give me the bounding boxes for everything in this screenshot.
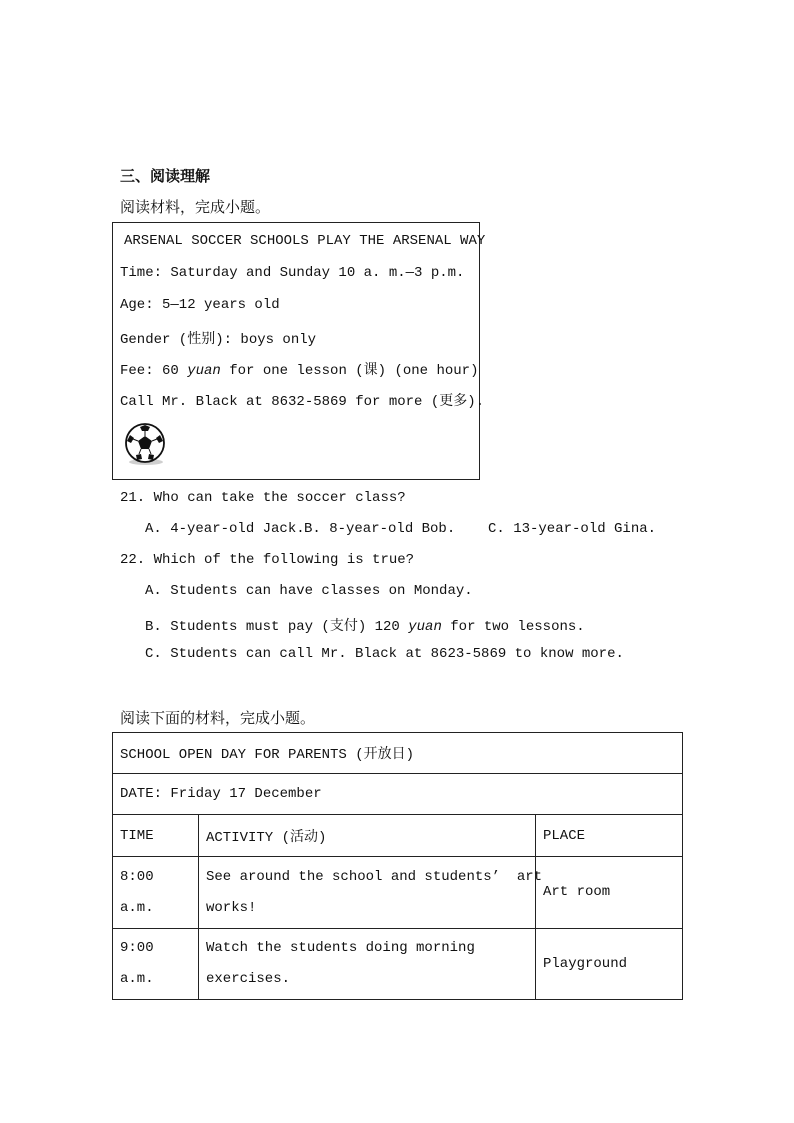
- question-22-option-a: A. Students can have classes on Monday.: [145, 583, 473, 599]
- notice-fee: [120, 359, 478, 379]
- question-21-option-a: A. 4-year-old Jack.: [145, 521, 305, 537]
- question-22-option-c: C. Students can call Mr. Black at 8623-5869 to know more.: [145, 646, 624, 662]
- table-row: [113, 857, 683, 929]
- activity-line-1: Watch the students doing morning: [206, 940, 475, 956]
- table-date: DATE: Friday 17 December: [113, 774, 683, 815]
- notice-age: Age: 5—12 years old: [120, 297, 280, 313]
- cell-place: Playground: [536, 929, 683, 1000]
- cell-time: 8:00 a.m.: [113, 857, 199, 929]
- activity-line-2: works!: [206, 899, 257, 916]
- cell-place: Art room: [536, 857, 683, 929]
- section-heading: 三、阅读理解: [120, 167, 211, 185]
- question-21-stem: 21. Who can take the soccer class?: [120, 490, 406, 506]
- passage1-instruction: 阅读材料，完成小题。: [120, 198, 271, 216]
- cell-activity: [199, 857, 543, 929]
- header-activity: ACTIVITY (活动): [199, 815, 536, 857]
- activity-line-2: exercises.: [206, 971, 291, 987]
- option-b-currency: yuan: [408, 619, 442, 635]
- fee-prefix: Fee: 60: [120, 363, 188, 379]
- open-day-table: [112, 732, 683, 1000]
- notice-gender: Gender (性别): boys only: [120, 332, 317, 348]
- table-row: [113, 929, 683, 1000]
- soccer-ball-icon: [123, 422, 167, 466]
- option-b-suffix: for two lessons.: [441, 619, 585, 635]
- header-place: PLACE: [536, 815, 683, 857]
- fee-currency: yuan: [187, 363, 221, 379]
- header-time: TIME: [113, 815, 199, 857]
- question-22-option-b: [145, 615, 585, 635]
- notice-time: Time: Saturday and Sunday 10 a. m.—3 p.m.: [120, 265, 465, 281]
- notice-title: ARSENAL SOCCER SCHOOLS PLAY THE ARSENAL WAY: [124, 233, 486, 249]
- table-row: [113, 733, 683, 774]
- cell-activity: [199, 929, 536, 1000]
- table-header-row: [113, 815, 683, 857]
- question-21-option-c: C. 13-year-old Gina.: [488, 521, 657, 537]
- question-22-stem: 22. Which of the following is true?: [120, 552, 415, 568]
- question-21-option-b: B. 8-year-old Bob.: [304, 521, 456, 537]
- option-b-prefix: B. Students must pay (支付) 120: [145, 619, 409, 635]
- passage2-instruction: 阅读下面的材料，完成小题。: [120, 709, 316, 727]
- fee-suffix: for one lesson (课) (one hour): [220, 363, 479, 379]
- table-row: [113, 774, 683, 815]
- activity-line-1: See around the school and students’ art: [206, 868, 543, 885]
- notice-call: Call Mr. Black at 8632-5869 for more (更多).: [120, 394, 485, 410]
- notice-box: [112, 222, 486, 480]
- table-title: SCHOOL OPEN DAY FOR PARENTS (开放日): [113, 733, 683, 774]
- cell-time: 9:00 a.m.: [113, 929, 199, 1000]
